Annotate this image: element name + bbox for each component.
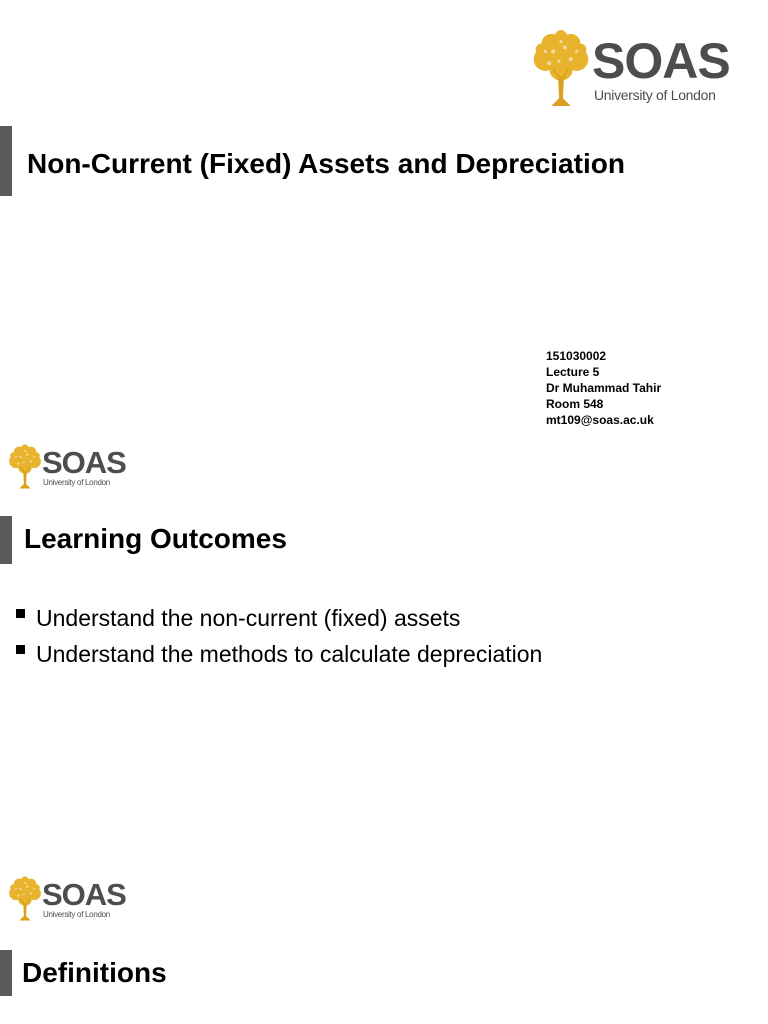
list-item <box>16 600 542 636</box>
square-bullet-icon <box>16 609 25 618</box>
logo-wordmark: SOAS <box>592 33 730 89</box>
lecture-info <box>546 348 661 428</box>
bullet-text: Understand the methods to calculate depreciation <box>36 641 543 667</box>
bullet-list <box>16 600 542 672</box>
soas-logo <box>8 444 126 490</box>
tree-logo-icon <box>8 444 42 490</box>
title-accent-bar <box>0 126 12 196</box>
slide-title: Learning Outcomes <box>24 523 287 554</box>
bullet-text: Understand the non-current (fixed) assets <box>36 605 461 631</box>
title-accent-bar <box>0 516 12 564</box>
tree-logo-icon <box>530 30 592 108</box>
room-number: Room 548 <box>546 397 604 411</box>
logo-wordmark: SOAS <box>42 877 126 912</box>
soas-logo <box>8 876 126 922</box>
soas-logo <box>530 30 730 108</box>
slide-title <box>0 0 768 432</box>
slide-title: Definitions <box>22 957 167 988</box>
slide-definitions <box>0 864 768 1024</box>
logo-subtitle: University of London <box>43 910 110 919</box>
lecturer-name: Dr Muhammad Tahir <box>546 381 662 395</box>
logo-wordmark: SOAS <box>42 445 126 480</box>
title-accent-bar <box>0 950 12 996</box>
course-code: 151030002 <box>546 349 607 363</box>
list-item <box>16 636 542 672</box>
slide-learning-outcomes <box>0 432 768 864</box>
tree-logo-icon <box>8 876 42 922</box>
logo-subtitle: University of London <box>594 87 716 103</box>
contact-email: mt109@soas.ac.uk <box>546 413 654 427</box>
slide-title: Non-Current (Fixed) Assets and Depreciation <box>27 148 625 179</box>
lecture-number: Lecture 5 <box>546 365 600 379</box>
logo-subtitle: University of London <box>43 478 110 487</box>
square-bullet-icon <box>16 645 25 654</box>
